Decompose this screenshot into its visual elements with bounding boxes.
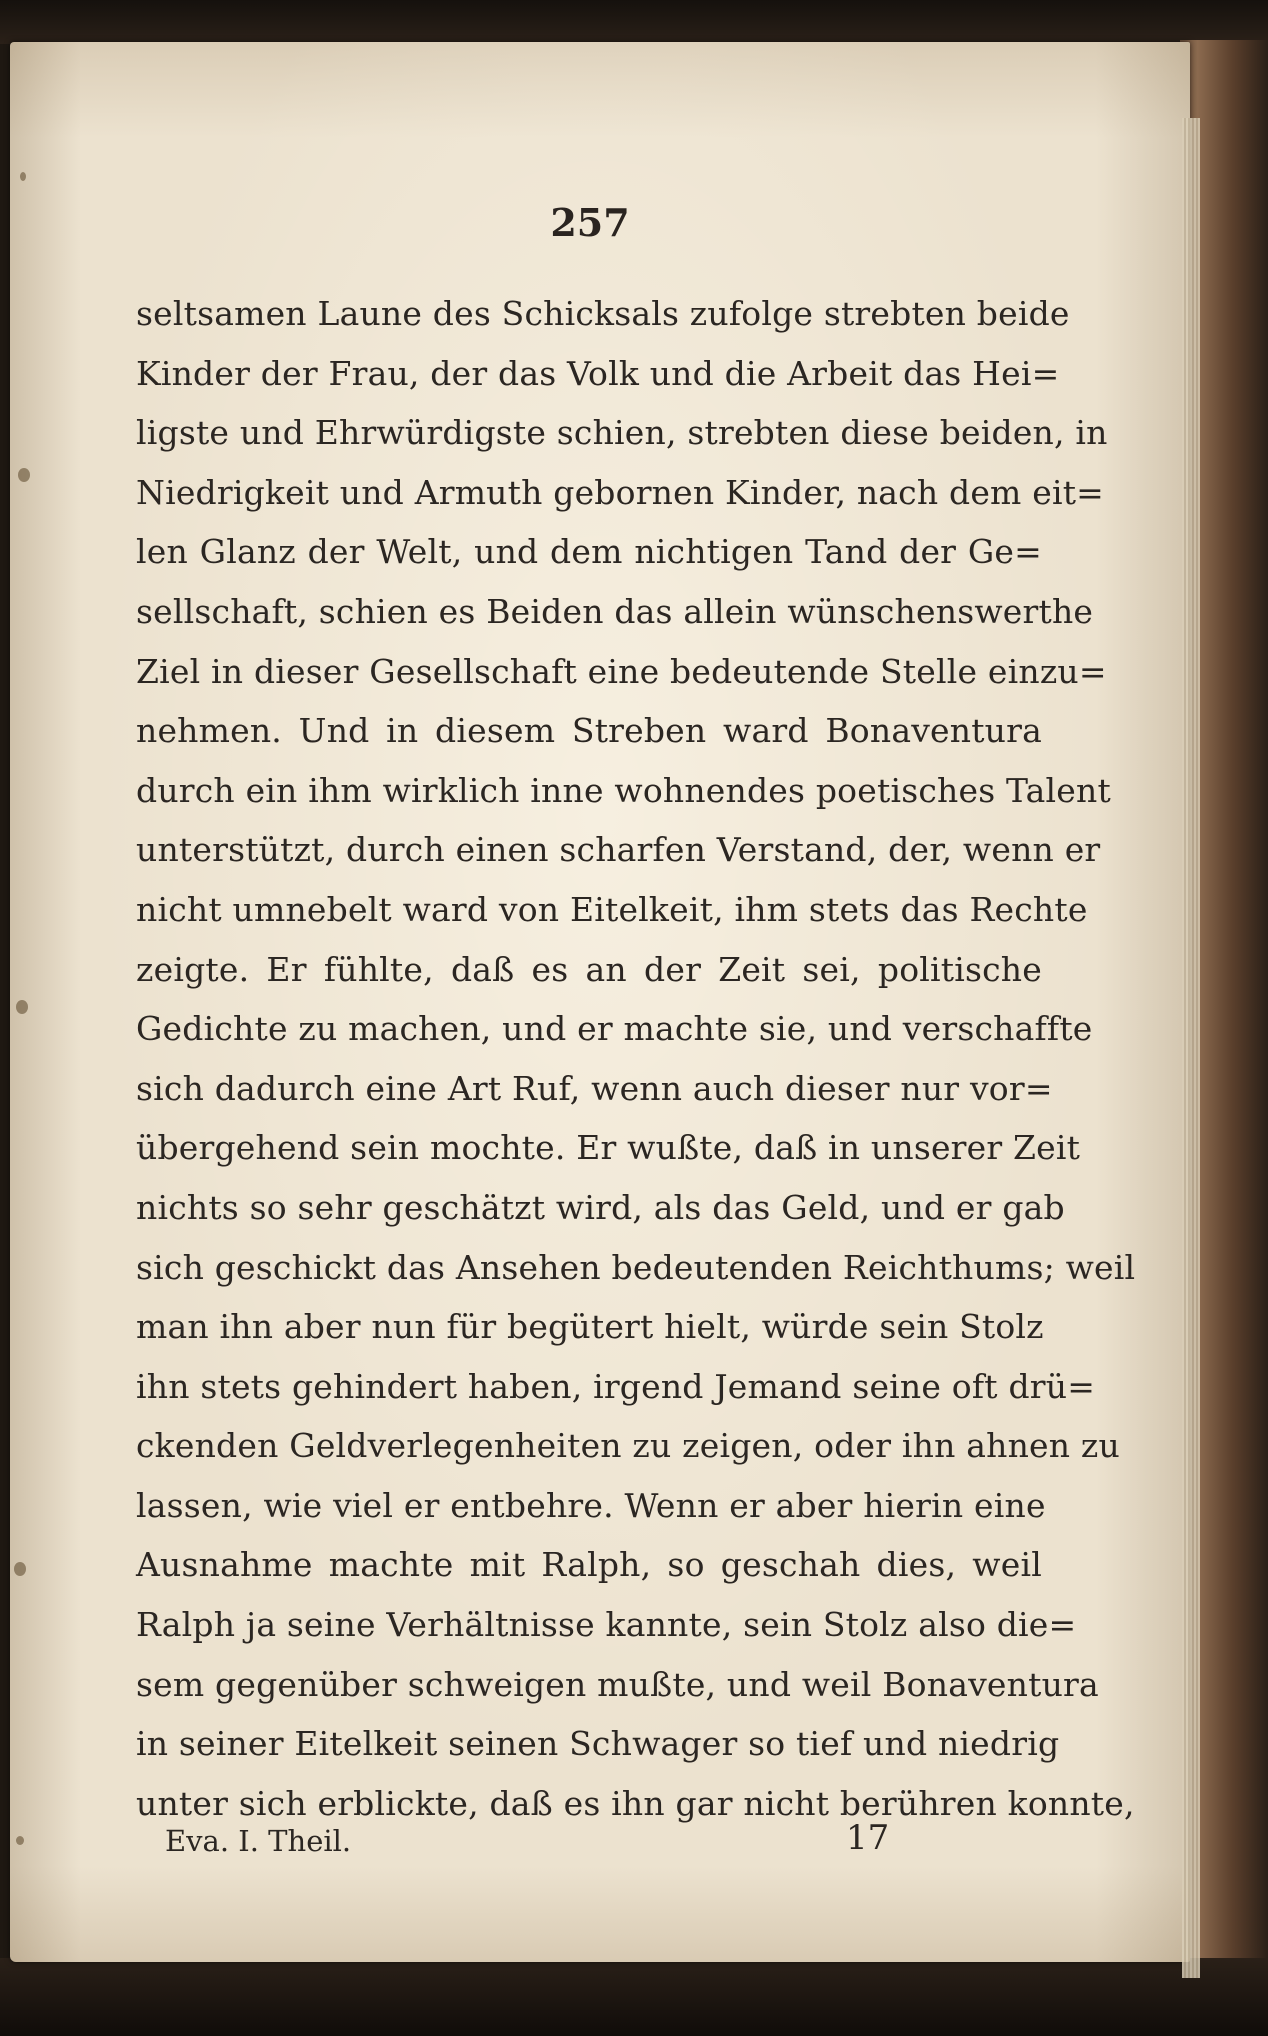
book-page bbox=[10, 42, 1190, 1962]
text-line: sich dadurch eine Art Ruf, wenn auch dieser nur vor= bbox=[136, 1068, 1053, 1108]
ink-speck bbox=[18, 468, 30, 482]
text-line: unter sich erblickte, daß es ihn gar nicht berühren konnte, bbox=[136, 1783, 1135, 1823]
text-line: Kinder der Frau, der das Volk und die Arbeit das Hei= bbox=[136, 353, 1060, 393]
text-line: Niedrigkeit und Armuth gebornen Kinder, nach dem eit= bbox=[136, 472, 1105, 512]
text-line: sich geschickt das Ansehen bedeutenden Reichthums; weil bbox=[136, 1247, 1136, 1287]
text-line: ckenden Geldverlegenheiten zu zeigen, oder ihn ahnen zu bbox=[136, 1426, 1120, 1466]
text-line: Ziel in dieser Gesellschaft eine bedeutende Stelle einzu= bbox=[136, 651, 1107, 691]
text-line: Ausnahme machte mit Ralph, so geschah dies, weil bbox=[136, 1545, 1042, 1585]
text-line: len Glanz der Welt, und dem nichtigen Tand der Ge= bbox=[136, 532, 1042, 572]
ink-speck bbox=[14, 1562, 26, 1576]
text-line: nicht umnebelt ward von Eitelkeit, ihm stets das Rechte bbox=[136, 889, 1088, 929]
text-line: man ihn aber nun für begütert hielt, würde sein Stolz bbox=[136, 1307, 1044, 1347]
ink-speck bbox=[16, 1836, 24, 1845]
page-edge-stack bbox=[1182, 118, 1200, 1978]
text-line: in seiner Eitelkeit seinen Schwager so tief und niedrig bbox=[136, 1724, 1060, 1764]
page-number: 257 bbox=[550, 200, 630, 245]
text-line: ligste und Ehrwürdigste schien, strebten diese beiden, in bbox=[136, 413, 1108, 453]
text-line: Ralph ja seine Verhältnisse kannte, sein Stolz also die= bbox=[136, 1605, 1077, 1645]
text-line: sem gegenüber schweigen mußte, und weil Bonaventura bbox=[136, 1664, 1099, 1704]
body-text bbox=[136, 284, 1136, 1833]
signature-mark: 17 bbox=[846, 1818, 890, 1858]
text-line: zeigte. Er fühlte, daß es an der Zeit sei, politische bbox=[136, 949, 1042, 989]
text-line: nehmen. Und in diesem Streben ward Bonaventura bbox=[136, 711, 1042, 751]
book-cover-bottom bbox=[0, 1958, 1268, 2036]
text-line: übergehend sein mochte. Er wußte, daß in unserer Zeit bbox=[136, 1128, 1081, 1168]
book-cover-top bbox=[0, 0, 1268, 44]
text-line: unterstützt, durch einen scharfen Verstand, der, wenn er bbox=[136, 830, 1101, 870]
text-line: durch ein ihm wirklich inne wohnendes poetisches Talent bbox=[136, 770, 1111, 810]
printer-signature: Eva. I. Theil. bbox=[165, 1824, 352, 1858]
text-line: nichts so sehr geschätzt wird, als das Geld, und er gab bbox=[136, 1187, 1065, 1227]
text-line: ihn stets gehindert haben, irgend Jemand seine oft drü= bbox=[136, 1366, 1096, 1406]
text-line: Gedichte zu machen, und er machte sie, und verschaffte bbox=[136, 1009, 1093, 1049]
text-line: seltsamen Laune des Schicksals zufolge strebten beide bbox=[136, 294, 1070, 333]
ink-speck bbox=[20, 172, 26, 181]
text-line: lassen, wie viel er entbehre. Wenn er aber hierin eine bbox=[136, 1485, 1046, 1525]
text-line: sellschaft, schien es Beiden das allein wünschenswerthe bbox=[136, 591, 1094, 631]
ink-speck bbox=[16, 1000, 28, 1014]
